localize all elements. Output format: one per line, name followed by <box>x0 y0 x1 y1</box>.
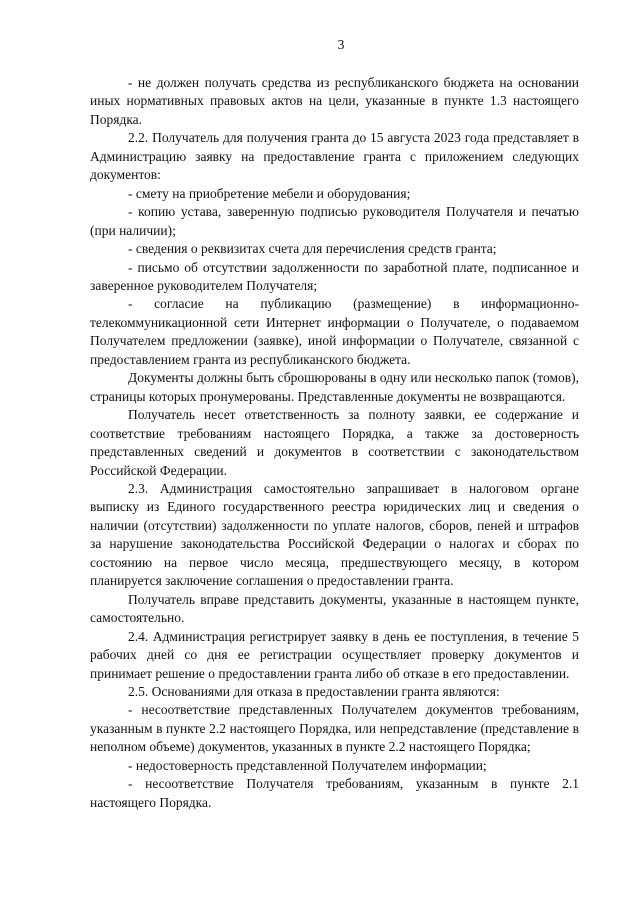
paragraph: Получатель вправе представить документы, указанные в настоящем пункте, самостоятельно. <box>90 591 579 626</box>
paragraph: - не должен получать средства из республиканского бюджета на основании иных нормативных правовых актов на цели, указанные в пункте 1.3 настоящего Порядка. <box>90 75 579 127</box>
paragraph: Получатель несет ответственность за полноту заявки, ее содержание и соответствие требованиям настоящего Порядка, а также за достоверность представленных сведений и документов в соответствии с законодательством Российской Федерации. <box>90 407 579 478</box>
paragraph: - согласие на публикацию (размещение) в информационно-телекоммуникационной сети Интернет информации о Получателе, о подаваемом Получателем предложении (заявке), иной информации о Получателе, связанной с предоставлением гранта из республиканского бюджета. <box>90 296 579 367</box>
paragraph: - несоответствие представленных Получателем документов требованиям, указанным в пункте 2.2 настоящего Порядка, или непредставление (представление в неполном объеме) документов, указанных в пункте 2.2 настоящего Порядка; <box>90 702 579 755</box>
paragraph: 2.3. Администрация самостоятельно запрашивает в налоговом органе выписку из Единого государственного реестра юридических лиц и сведения о наличии (отсутствии) задолженности по уплате налогов, сборов, пеней и штрафов за нарушение законодательства Российской Федерации о налогах и сборах по состоянию на первое число месяца, предшествующего месяцу, в котором планируется заключение соглашения о предоставлении гранта. <box>90 480 579 589</box>
paragraph: Документы должны быть сброшюрованы в одну или несколько папок (томов), страницы которых пронумерованы. Представленные документы не возвращаются. <box>90 370 579 404</box>
paragraph: - сведения о реквизитах счета для перечисления средств гранта; <box>128 241 497 257</box>
paragraph: - несоответствие Получателя требованиям, указанным в пункте 2.1 настоящего Порядка. <box>90 776 579 810</box>
paragraph: 2.4. Администрация регистрирует заявку в день ее поступления, в течение 5 рабочих дней со дня ее регистрации осуществляет проверку документов и принимает решение о предоставлении гранта либо об отказе в его предоставлении. <box>90 628 579 681</box>
page-number: 3 <box>337 37 345 52</box>
paragraph: - письмо об отсутствии задолженности по заработной плате, подписанное и заверенное руководителем Получателя; <box>90 259 579 293</box>
paragraph: - недостоверность представленной Получателем информации; <box>128 757 487 773</box>
paragraph: 2.5. Основаниями для отказа в предоставлении гранта являются: <box>128 683 500 699</box>
document-body <box>90 74 579 812</box>
paragraph: 2.2. Получатель для получения гранта до 15 августа 2023 года представляет в Администрацию заявку на предоставление гранта с приложением следующих документов: <box>90 130 579 183</box>
paragraph: - копию устава, заверенную подписью руководителя Получателя и печатью (при наличии); <box>90 204 579 238</box>
paragraph: - смету на приобретение мебели и оборудования; <box>128 185 411 201</box>
